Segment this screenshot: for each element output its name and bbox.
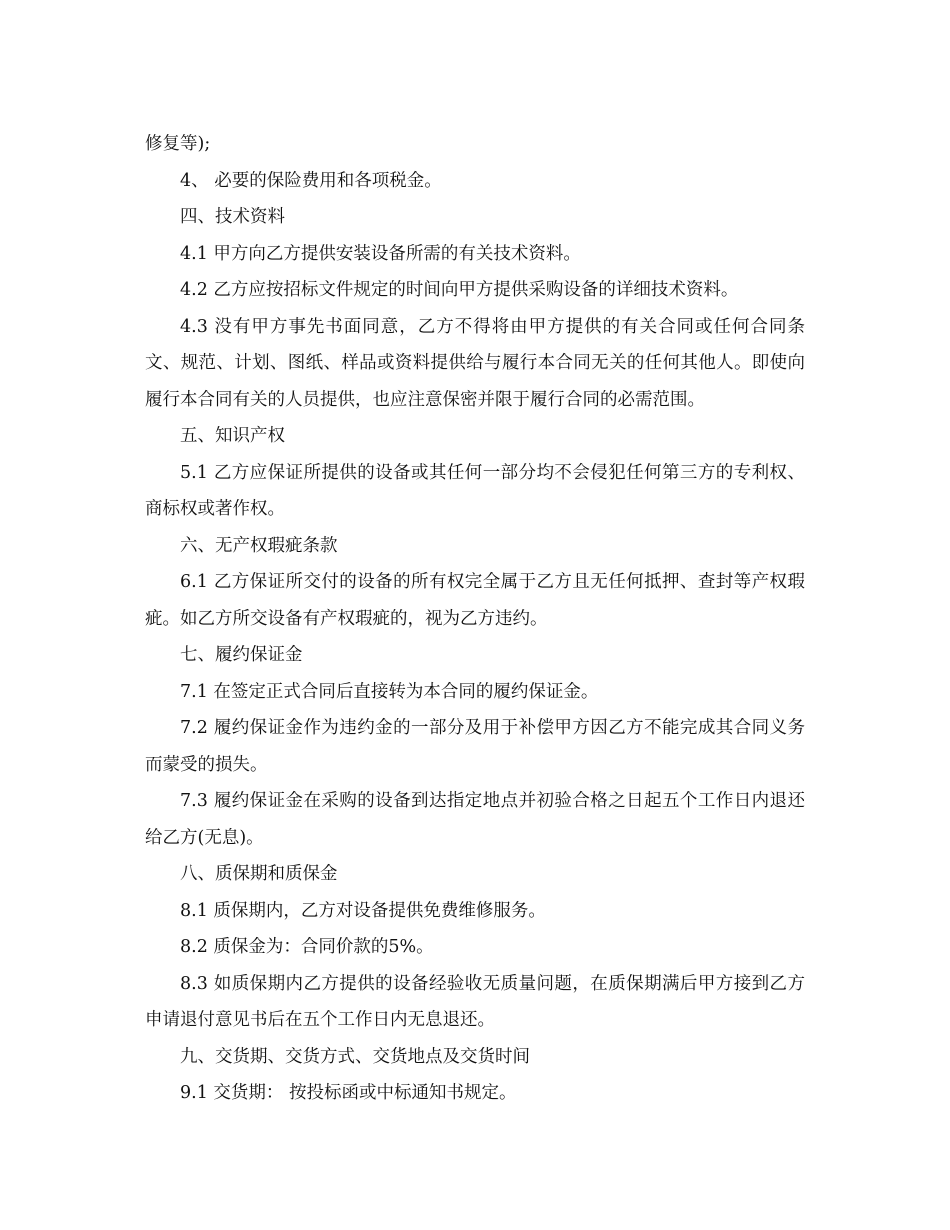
clause-4-3: 4.3 没有甲方事先书面同意，乙方不得将由甲方提供的有关合同或任何合同条文、规范、计划、图纸、样品或资料提供给与履行本合同无关的任何其他人。即使向履行本合同有关的人员提供，也应注意保密并限于履行合同的必需范围。 [145, 316, 805, 410]
clause-7-1: 7.1 在签定正式合同后直接转为本合同的履约保证金。 [180, 681, 599, 702]
section-heading-performance-bond: 七、履约保证金 [180, 645, 303, 665]
clause-5-1: 5.1 乙方应保证所提供的设备或其任何一部分均不会侵犯任何第三方的专利权、商标权或著作权。 [145, 462, 805, 519]
clause-item-4: 4、 必要的保险费用和各项税金。 [180, 170, 442, 191]
paragraph-continuation: 修复等); [145, 134, 211, 154]
section-heading-delivery: 九、交货期、交货方式、交货地点及交货时间 [180, 1046, 530, 1067]
section-heading-technical-data: 四、技术资料 [180, 207, 285, 227]
section-heading-warranty: 八、质保期和质保金 [180, 864, 338, 884]
clause-7-3: 7.3 履约保证金在采购的设备到达指定地点并初验合格之日起五个工作日内退还给乙方(无息)。 [145, 791, 805, 848]
clause-4-1: 4.1 甲方向乙方提供安装设备所需的有关技术资料。 [180, 243, 581, 264]
section-heading-intellectual-property: 五、知识产权 [180, 426, 285, 446]
clause-6-1: 6.1 乙方保证所交付的设备的所有权完全属于乙方且无任何抵押、查封等产权瑕疵。如乙方所交设备有产权瑕疵的，视为乙方违约。 [145, 572, 805, 629]
document-body [145, 126, 805, 1112]
clause-8-1: 8.1 质保期内，乙方对设备提供免费维修服务。 [180, 900, 546, 921]
section-heading-title-defects: 六、无产权瑕疵条款 [180, 535, 338, 556]
clause-7-2: 7.2 履约保证金作为违约金的一部分及用于补偿甲方因乙方不能完成其合同义务而蒙受的损失。 [145, 718, 805, 775]
clause-8-3: 8.3 如质保期内乙方提供的设备经验收无质量问题，在质保期满后甲方接到乙方申请退付意见书后在五个工作日内无息退还。 [145, 973, 805, 1030]
clause-8-2: 8.2 质保金为：合同价款的5%。 [180, 937, 434, 957]
clause-4-2: 4.2 乙方应按招标文件规定的时间向甲方提供采购设备的详细技术资料。 [180, 280, 739, 300]
clause-9-1: 9.1 交货期： 按投标函或中标通知书规定。 [180, 1083, 517, 1103]
